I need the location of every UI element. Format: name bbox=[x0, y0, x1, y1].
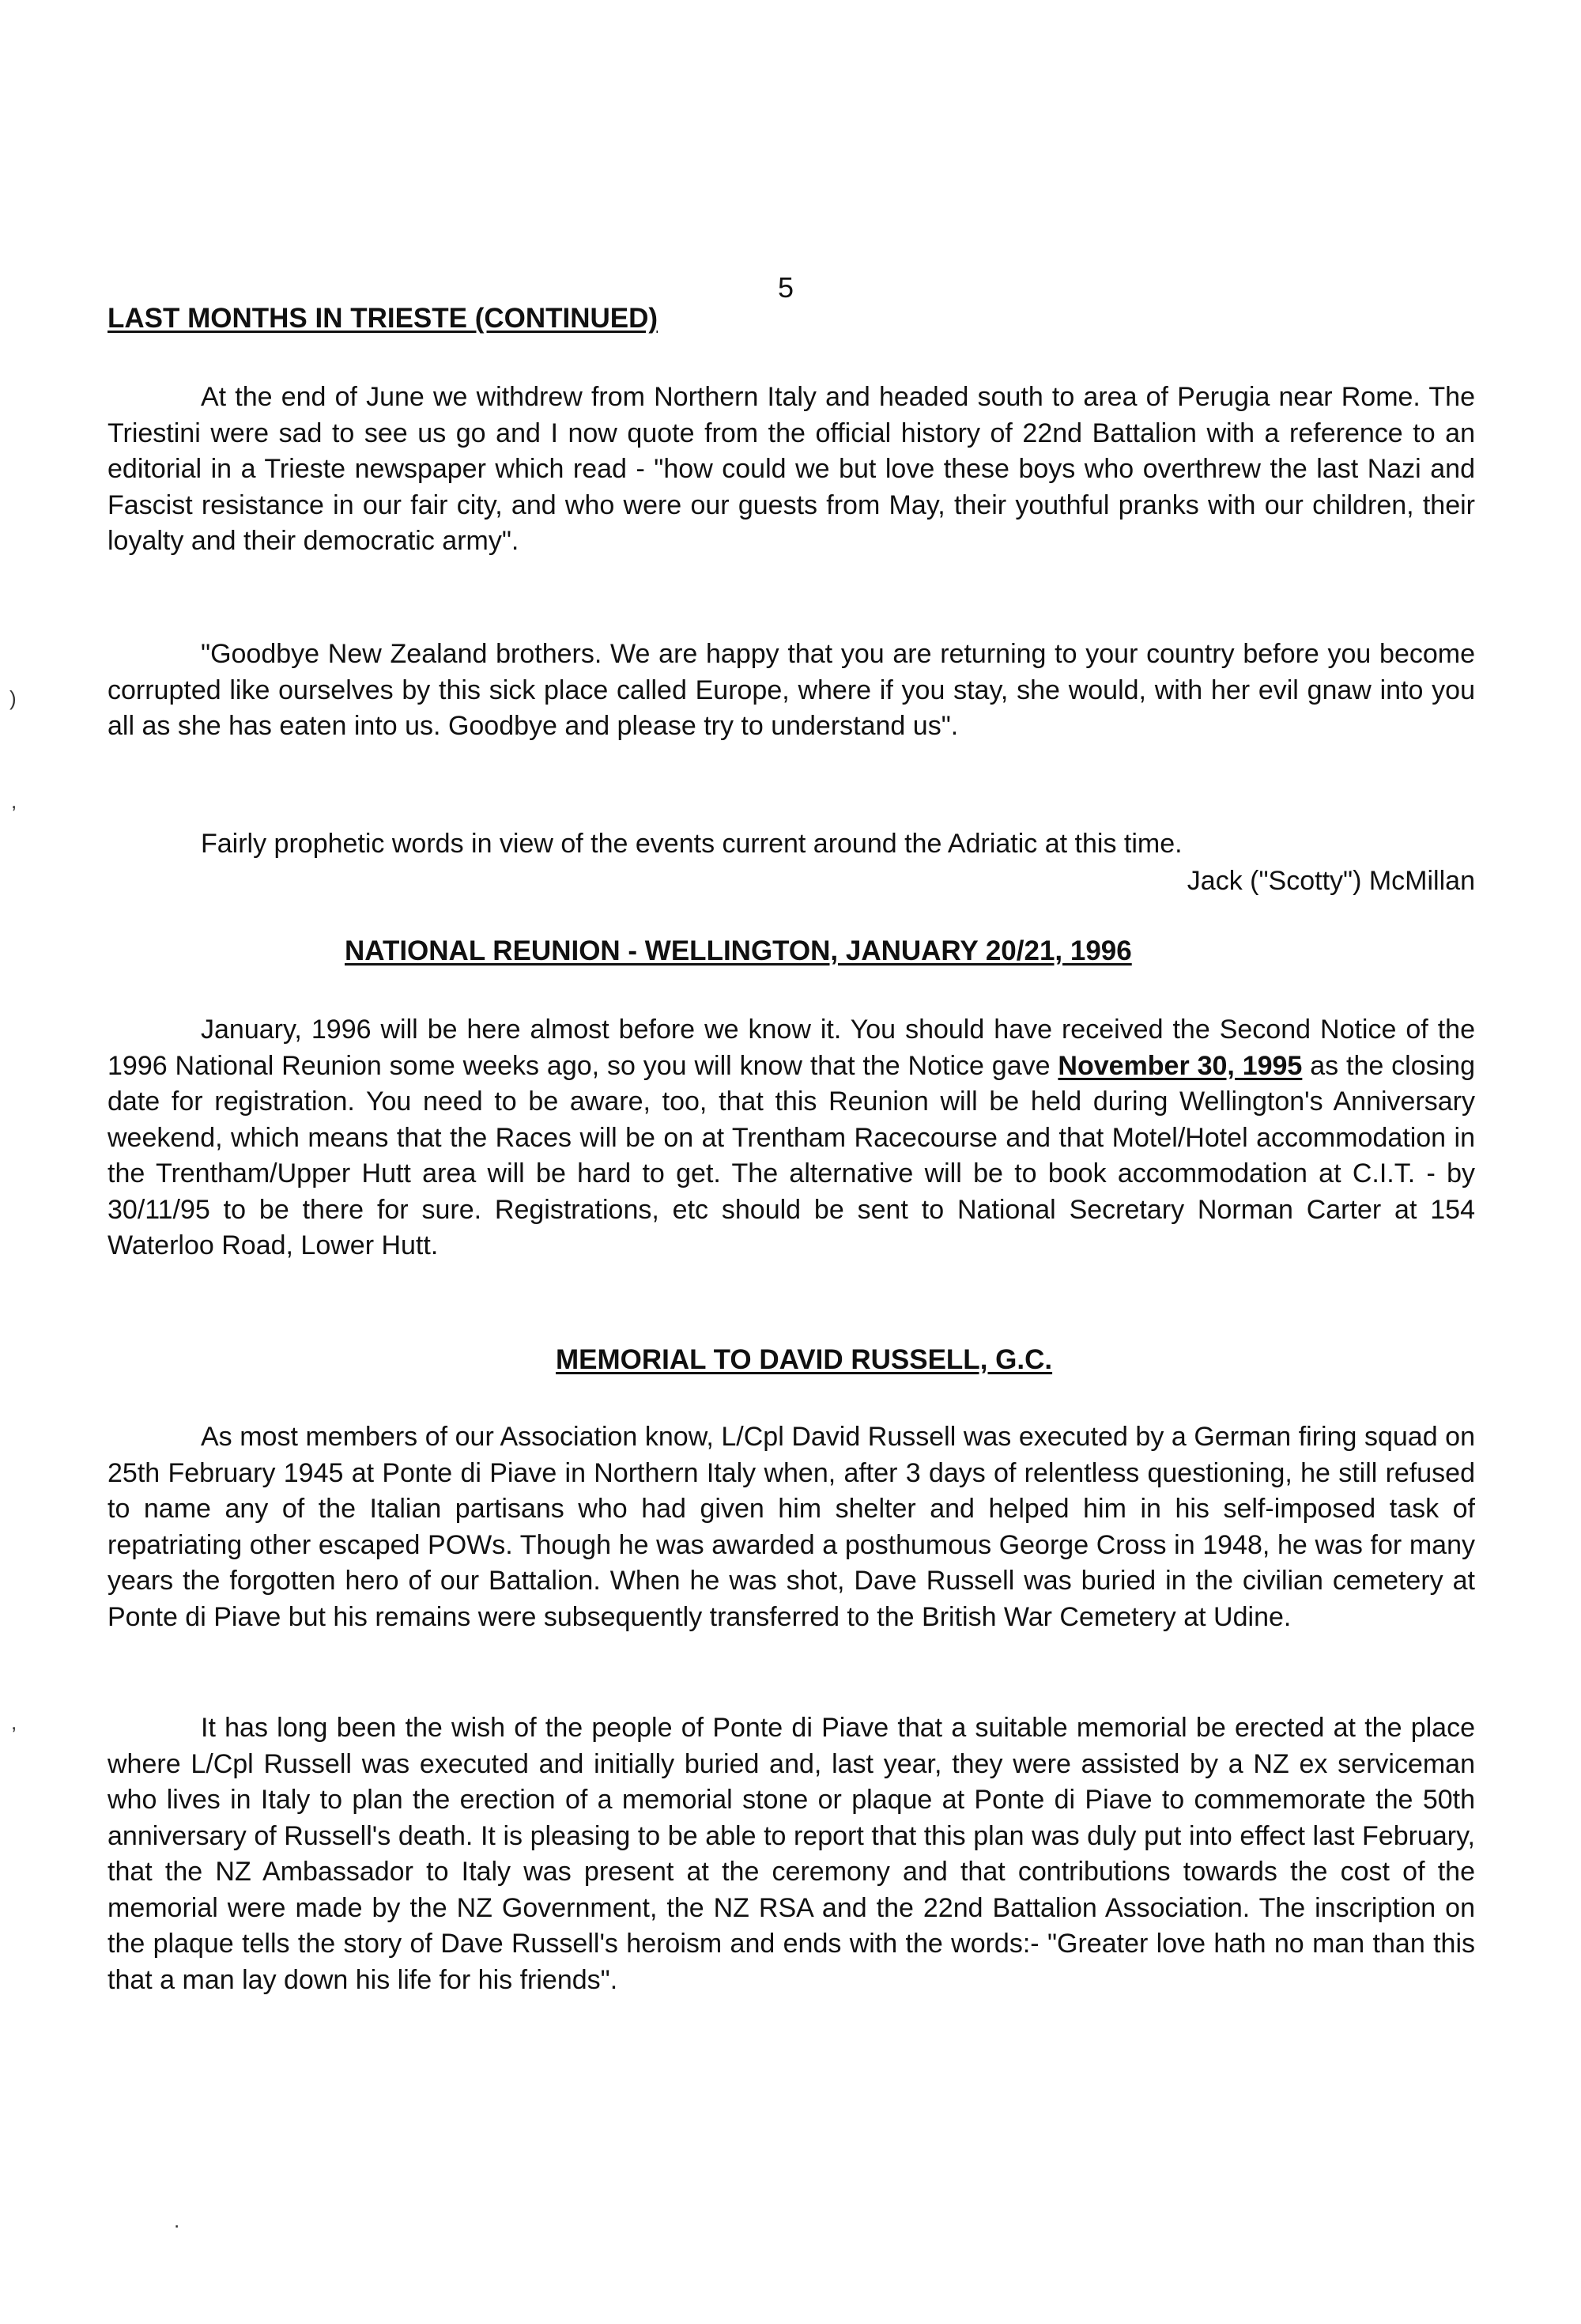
closing-date: November 30, 1995 bbox=[1058, 1050, 1303, 1081]
trieste-paragraph-1: At the end of June we withdrew from Northern Italy and headed south to area of Perugia near Rome. The Triestini were sad to see us go and I now quote from the official history of 22nd Battalion with a reference to an editorial in a Trieste newspaper which read - "how could we but love these boys who overthrew the last Nazi and Fascist resistance in our fair city, and who were our guests from May, their youthful pranks with our children, their loyalty and their democratic army". bbox=[108, 382, 1475, 556]
author-signature: Jack ("Scotty") McMillan bbox=[1187, 866, 1475, 896]
scan-mark: ) bbox=[9, 686, 17, 710]
trieste-heading: LAST MONTHS IN TRIESTE (CONTINUED) bbox=[108, 303, 658, 334]
reunion-paragraph bbox=[108, 1012, 1475, 1264]
scan-mark: , bbox=[11, 1710, 17, 1734]
trieste-paragraph-3: Fairly prophetic words in view of the events current around the Adriatic at this time. bbox=[201, 829, 1183, 859]
scan-mark: . bbox=[174, 2209, 180, 2232]
trieste-paragraph-2: "Goodbye New Zealand brothers. We are happy that you are returning to your country before you become corrupted like ourselves by this sick place called Europe, where if you stay, she would, with her evil gnaw into you all as she has eaten into us. Goodbye and please try to understand us". bbox=[108, 639, 1475, 741]
page-number: 5 bbox=[778, 271, 794, 304]
reunion-heading: NATIONAL REUNION - WELLINGTON, JANUARY 20/21, 1996 bbox=[345, 935, 1132, 966]
memorial-paragraph-2: It has long been the wish of the people of Ponte di Piave that a suitable memorial be erected at the place where L/Cpl Russell was executed and initially buried and, last year, they were assisted by a NZ ex serviceman who lives in Italy to plan the erection of a memorial stone or plaque at Ponte di Piave to commemorate the 50th anniversary of Russell's death. It is pleasing to be able to report that this plan was duly put into effect last February, that the NZ Ambassador to Italy was present at the ceremony and that contributions towards the cost of the memorial were made by the NZ Government, the NZ RSA and the 22nd Battalion Association. The inscription on the plaque tells the story of Dave Russell's heroism and ends with the words:- "Greater love hath no man than this that a man lay down his life for his friends". bbox=[108, 1713, 1475, 1995]
memorial-heading: MEMORIAL TO DAVID RUSSELL, G.C. bbox=[556, 1344, 1053, 1375]
reunion-text-after: as the closing date for registration. You need to be aware, too, that this Reunion will be held during Wellington's Anniversary weekend, which means that the Races will be on at Trentham Racecourse and that Motel/Hotel accommodation in the Trentham/Upper Hutt area will be hard to get. The alternative will be to book accommodation at C.I.T. - by 30/11/95 to be there for sure. Registrations, etc should be sent to National Secretary Norman Carter at 154 Waterloo Road, Lower Hutt. bbox=[108, 1050, 1476, 1260]
reunion-text-before: January, 1996 will be here almost before we know it. You should have received the Second Notice of the 1996 National Reunion some weeks ago, so you will know that the Notice gave bbox=[108, 1015, 1475, 1081]
memorial-paragraph-1: As most members of our Association know, L/Cpl David Russell was executed by a German firing squad on 25th February 1945 at Ponte di Piave in Northern Italy when, after 3 days of relentless questioning, he still refused to name any of the Italian partisans who had given him shelter and helped him in his self-imposed task of repatriating other escaped POWs. Though he was awarded a posthumous George Cross in 1948, he was for many years the forgotten hero of our Battalion. When he was shot, Dave Russell was buried in the civilian cemetery at Ponte di Piave but his remains were subsequently transferred to the British War Cemetery at Udine. bbox=[108, 1422, 1475, 1632]
scan-mark: , bbox=[11, 789, 17, 813]
